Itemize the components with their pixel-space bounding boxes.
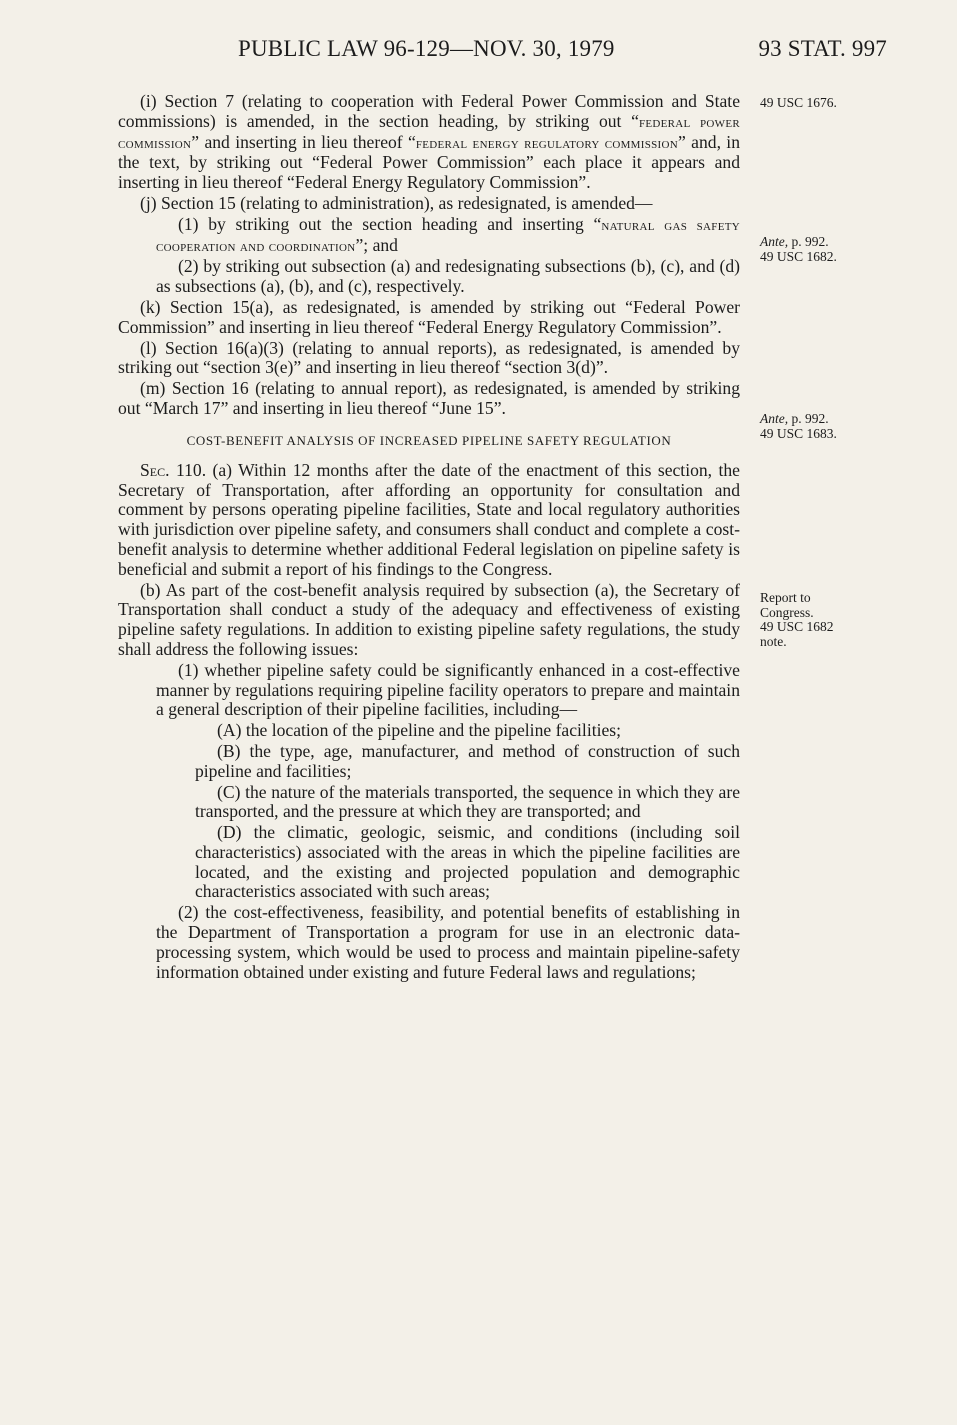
section-110-a bbox=[118, 461, 740, 580]
margin-note-sec110 bbox=[760, 591, 870, 649]
margin-note-word: note. bbox=[760, 633, 787, 649]
margin-page: p. 992. bbox=[788, 411, 829, 426]
paragraph-j: (j) Section 15 (relating to administration), as redesignated, is amended— bbox=[140, 192, 653, 213]
margin-note-i bbox=[760, 96, 870, 111]
margin-congress: Congress. bbox=[760, 604, 814, 620]
paragraph-j-1-text-b: ”; and bbox=[355, 234, 398, 255]
margin-note-l bbox=[760, 412, 870, 441]
paragraph-j-1-text-a: (1) by striking out the section heading and inserting “ bbox=[178, 213, 602, 234]
paragraph-i-text-c: ” and, in the text, by striking out “Federal Power Commission” each place it appears and inserting in lieu thereof “Federal Energy Regulatory Commission”. bbox=[118, 131, 740, 193]
body-text bbox=[118, 92, 740, 983]
margin-page: p. 992. bbox=[788, 234, 829, 249]
issue-2: (2) the cost-effectiveness, feasibility, and potential benefits of establishing in the Department of Transportation a program for use in an electronic data-processing system, which would be used to process and maintain pipeline-safety information obtained under existing and future Federal laws and regulations; bbox=[156, 902, 740, 982]
margin-usc-1676: 49 USC 1676. bbox=[760, 95, 837, 110]
paragraph-i-text-b: ” and inserting in lieu thereof “ bbox=[191, 131, 416, 152]
paragraph-j-2: (2) by striking out subsection (a) and redesignating subsections (b), (c), and (d) as subsections (a), (b), and (c), respectively. bbox=[156, 256, 740, 297]
margin-ante: Ante, bbox=[760, 234, 789, 249]
section-110-a-text: 110. (a) Within 12 months after the date of the enactment of this section, the Secretary of Transportation, after affording an opportunity for consultation and comment by persons operating pipeline facilities, State and local regulatory authorities with jurisdiction over pipeline safety, and consumers shall conduct and complete a cost-benefit analysis to determine whether additional Federal legislation on pipeline safety is beneficial and submit a report of his findings to the Congress. bbox=[118, 459, 740, 579]
paragraph-i bbox=[118, 92, 740, 193]
running-header bbox=[0, 36, 957, 76]
margin-report-to: Report to bbox=[760, 590, 811, 605]
statute-page-number: 93 STAT. 997 bbox=[758, 36, 887, 61]
section-label: Sec. bbox=[140, 459, 170, 480]
margin-usc-1682-note: 49 USC 1682 bbox=[760, 619, 834, 634]
paragraph-i-smallcaps-b: federal energy regulatory commission bbox=[415, 134, 679, 152]
margin-usc-1682: 49 USC 1682. bbox=[760, 248, 837, 264]
issue-1-B: (B) the type, age, manufacturer, and method of construction of such pipeline and facilities; bbox=[195, 740, 740, 781]
paragraph-k: (k) Section 15(a), as redesignated, is amended by striking out “Federal Power Commission” and inserting in lieu thereof “Federal Energy Regulatory Commission”. bbox=[118, 296, 740, 337]
paragraph-j-1-smallcaps: natural gas safety cooperation and coordination bbox=[156, 216, 740, 255]
section-110-b: (b) As part of the cost-benefit analysis required by subsection (a), the Secretary of Transportation shall conduct a study of the adequacy and effectiveness of existing pipeline safety regulations. In addition to existing pipeline safety regulations, the study shall address the following issues: bbox=[118, 579, 740, 659]
issue-1-A: (A) the location of the pipeline and the pipeline facilities; bbox=[217, 720, 622, 741]
paragraph-m: (m) Section 16 (relating to annual report), as redesignated, is amended by striking out “March 17” and inserting in lieu thereof “June 15”. bbox=[118, 378, 740, 418]
margin-usc-1683: 49 USC 1683. bbox=[760, 425, 837, 441]
issue-1: (1) whether pipeline safety could be significantly enhanced in a cost-effective manner by regulations requiring pipeline facility operators to prepare and maintain a general description of their pipeline facilities, including— bbox=[156, 659, 740, 720]
issue-1-C: (C) the nature of the materials transported, the sequence in which they are transported, and the pressure at which they are transported; and bbox=[195, 781, 740, 822]
public-law-title: PUBLIC LAW 96-129—NOV. 30, 1979 bbox=[238, 36, 615, 61]
paragraph-l: (l) Section 16(a)(3) (relating to annual reports), as redesignated, is amended by striking out “section 3(e)” and inserting in lieu thereof “section 3(d)”. bbox=[118, 337, 740, 378]
paragraph-i-smallcaps-a: federal power commission bbox=[118, 113, 740, 152]
margin-note-j bbox=[760, 235, 870, 264]
issue-1-D: (D) the climatic, geologic, seismic, and conditions (including soil characteristics) associated with the areas in which the pipeline facilities are located, and the existing and projected population and demographic characteristics associated with such areas; bbox=[195, 822, 740, 902]
paragraph-j-1 bbox=[156, 215, 740, 257]
section-heading: COST-BENEFIT ANALYSIS OF INCREASED PIPELINE SAFETY REGULATION bbox=[186, 432, 672, 448]
margin-ante: Ante, bbox=[760, 411, 789, 426]
paragraph-i-text-a: (i) Section 7 (relating to cooperation with Federal Power Commission and State commissions) is amended, in the section heading, by striking out “ bbox=[118, 91, 740, 131]
